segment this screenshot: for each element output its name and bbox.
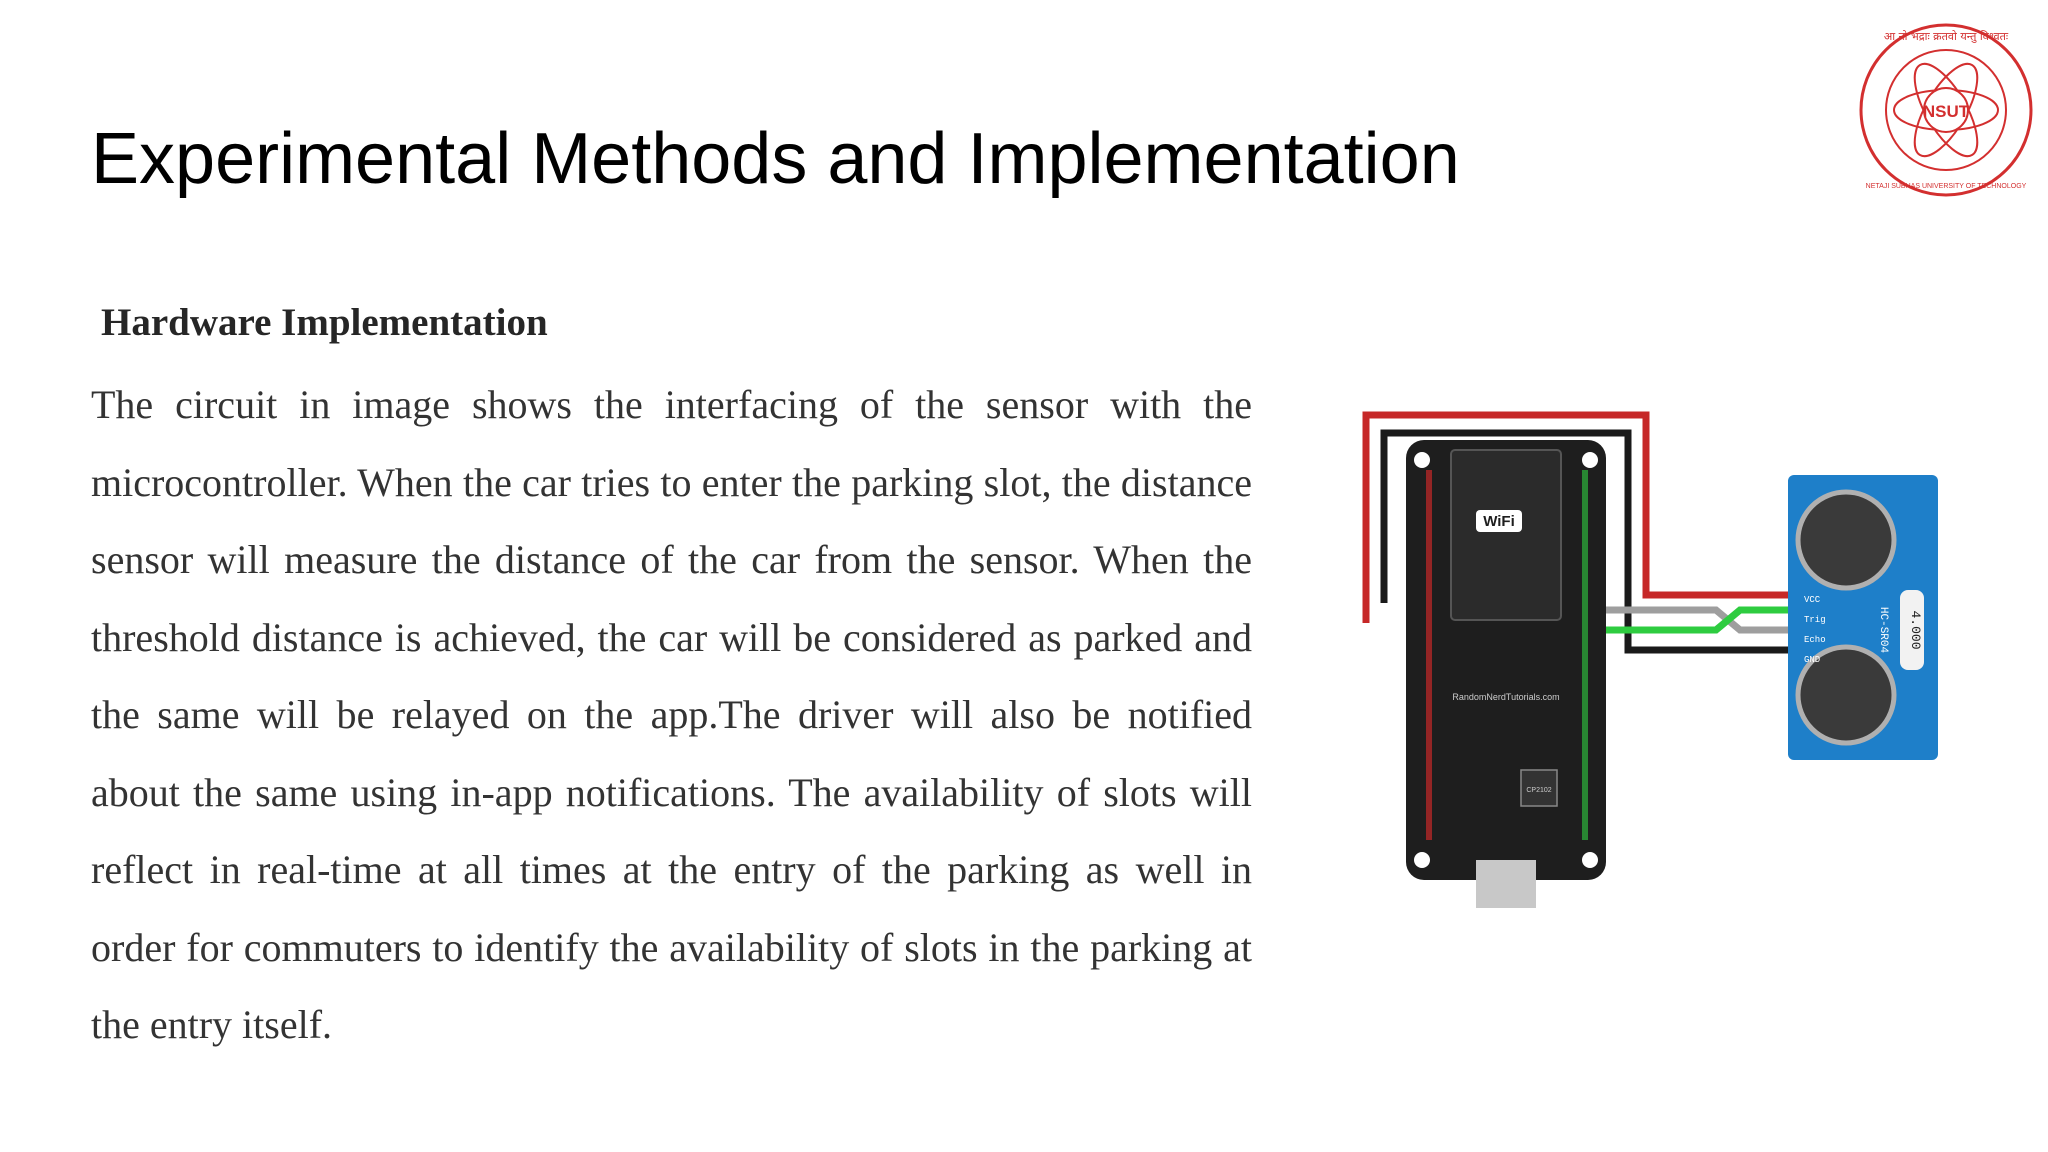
pin-vcc: VCC bbox=[1804, 595, 1821, 605]
nsut-logo bbox=[1856, 20, 2036, 200]
usb-port bbox=[1476, 860, 1536, 908]
circuit-diagram bbox=[1336, 400, 1976, 920]
body-paragraph: The circuit in image shows the interfacing of the sensor with the microcontroller. When the car tries to enter the parking slot, the distance sensor will measure the distance of the car from the sensor. When the threshold distance is achieved, the car will be considered as parked and the same will be relayed on the app.The driver will also be notified about the same using in-app notifications. The availability of slots will reflect in real-time at all times at the entry of the parking as well in order for commuters to identify the availability of slots in the parking at the entry itself. bbox=[91, 382, 1252, 1047]
slide-title: Experimental Methods and Implementation bbox=[91, 119, 1460, 199]
logo-name: NETAJI SUBHAS UNIVERSITY OF TECHNOLOGY bbox=[1865, 183, 2027, 190]
board-site-label: RandomNerdTutorials.com bbox=[1452, 692, 1560, 702]
wifi-label: WiFi bbox=[1483, 513, 1515, 530]
pin-gnd: GND bbox=[1804, 655, 1821, 665]
logo-abbr: NSUT bbox=[1922, 102, 1970, 121]
esp32-module bbox=[1451, 450, 1561, 620]
logo-motto: आ नो भद्राः क्रतवो यन्तु विश्वतः bbox=[1883, 30, 2009, 43]
chip-label: CP2102 bbox=[1526, 787, 1552, 794]
sensor-model: HC-SR04 bbox=[1877, 606, 1889, 654]
section-heading: Hardware Implementation bbox=[101, 301, 548, 344]
sensor-value: 4.000 bbox=[1908, 610, 1923, 650]
pin-trig: Trig bbox=[1804, 615, 1826, 625]
pin-echo: Echo bbox=[1804, 635, 1826, 645]
